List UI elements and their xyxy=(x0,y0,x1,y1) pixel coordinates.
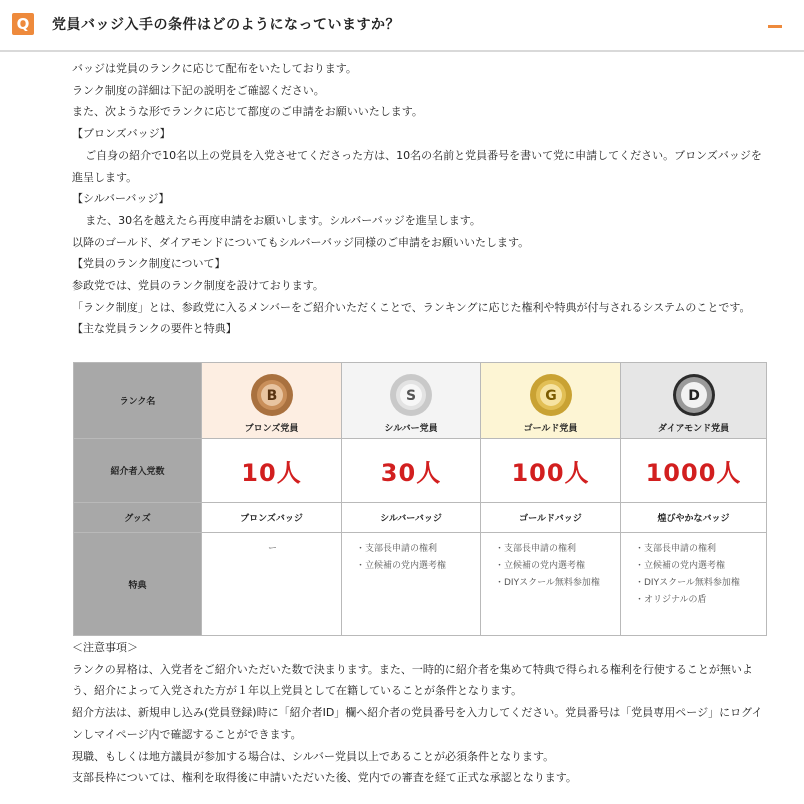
perks-bronze xyxy=(202,533,342,636)
row-label-rank: ランク名 xyxy=(74,363,202,439)
svg-text:G: G xyxy=(544,388,557,404)
referral-count-bronze: 10人 xyxy=(202,439,342,503)
bronze-medal-icon xyxy=(250,373,294,417)
perks-diamond xyxy=(621,533,767,636)
answer-paragraph: ご自身の紹介で10名以上の党員を入党させてくださった方は、10名の名前と党員番号を書いて党に申請してください。ブロンズバッジを進呈します。 xyxy=(72,148,762,184)
perk-item: ・支部長申請の権利 xyxy=(635,544,717,554)
question-badge: Q xyxy=(12,13,34,35)
perk-item: ・立候補の党内選考権 xyxy=(356,561,447,571)
svg-text:S: S xyxy=(405,388,417,404)
silver-medal-icon xyxy=(389,373,433,417)
answer-paragraph: また、次ような形でランクに応じて都度のご申請をお願いいたします。 xyxy=(72,105,423,119)
rank-cell-diamond xyxy=(621,363,767,439)
answer-paragraph: 参政党では、党員のランク制度を設けております。 xyxy=(72,279,324,293)
faq-question-title[interactable]: 党員バッジ入手の条件はどのようになっていますか？ xyxy=(52,17,400,33)
faq-answer-body xyxy=(72,58,772,340)
rank-name-gold: ゴールド党員 xyxy=(523,424,578,434)
perk-item: ・立候補の党内選考権 xyxy=(635,561,726,571)
notes-section xyxy=(72,637,772,789)
diamond-medal-icon xyxy=(672,373,716,417)
perk-item: ・オリジナルの盾 xyxy=(635,595,707,605)
note-paragraph: ランクの昇格は、入党者をご紹介いただいた数で決まります。また、一時的に紹介者を集めて特典で得られる権利を行使することが無いよう、紹介によって入党された方が１年以上党員として在籍していることが条件となります。 xyxy=(72,662,753,698)
referral-count-gold: 100人 xyxy=(481,439,621,503)
goods-diamond: 煌びやかなバッジ xyxy=(621,503,767,533)
perk-item: ・立候補の党内選考権 xyxy=(495,561,586,571)
answer-paragraph: バッジは党員のランクに応じて配布をいたしております。 xyxy=(72,62,357,75)
referral-count-diamond: 1000人 xyxy=(621,439,767,503)
row-label-referrals: 紹介者入党数 xyxy=(74,439,202,503)
referral-count-silver: 30人 xyxy=(342,439,481,503)
perks-silver xyxy=(342,533,481,636)
note-paragraph: 支部長枠については、権利を取得後に申請いただいた後、党内での審査を経て正式な承認となります。 xyxy=(72,771,577,785)
perk-item: ー xyxy=(267,544,277,554)
goods-bronze: ブロンズバッジ xyxy=(202,503,342,533)
row-label-perks: 特典 xyxy=(74,533,202,636)
goods-silver: シルバーバッジ xyxy=(342,503,481,533)
row-label-goods: グッズ xyxy=(74,503,202,533)
goods-gold: ゴールドバッジ xyxy=(481,503,621,533)
answer-paragraph: 以降のゴールド、ダイアモンドについてもシルバーバッジ同様のご申請をお願いいたします。 xyxy=(72,235,530,249)
perk-item: ・DIYスクール無料参加権 xyxy=(635,578,740,588)
perk-item: ・支部長申請の権利 xyxy=(495,544,577,554)
svg-text:D: D xyxy=(687,388,700,404)
perk-item: ・DIYスクール無料参加権 xyxy=(495,578,600,588)
table-row xyxy=(74,439,767,503)
section-heading-rank-system: 【党員のランク制度について】 xyxy=(72,257,226,271)
rank-name-bronze: ブロンズ党員 xyxy=(244,424,299,434)
rank-cell-bronze xyxy=(202,363,342,439)
table-row xyxy=(74,533,767,636)
rank-requirements-table xyxy=(73,362,767,636)
answer-paragraph: 「ランク制度」とは、参政党に入るメンバーをご紹介いただくことで、ランキングに応じた権利や特典が付与されるシステムのことです。 xyxy=(72,300,751,314)
note-paragraph: 現職、もしくは地方議員が参加する場合は、シルバー党員以上であることが必須条件となります。 xyxy=(72,749,555,763)
table-row xyxy=(74,503,767,533)
svg-text:B: B xyxy=(266,388,277,404)
section-heading-silver: 【シルバーバッジ】 xyxy=(72,192,170,206)
perks-gold xyxy=(481,533,621,636)
table-row xyxy=(74,363,767,439)
rank-name-diamond: ダイアモンド党員 xyxy=(657,424,730,434)
section-heading-rank-table: 【主な党員ランクの要件と特典】 xyxy=(72,322,237,336)
note-paragraph: 紹介方法は、新規申し込み(党員登録)時に「紹介者ID」欄へ紹介者の党員番号を入力してください。党員番号は「党員専用ページ」にログインしマイページ内で確認することができます。 xyxy=(72,706,763,741)
rank-name-silver: シルバー党員 xyxy=(384,424,438,434)
answer-paragraph: また、30名を越えたら再度申請をお願いします。シルバーバッジを進呈します。 xyxy=(85,213,481,227)
rank-cell-silver xyxy=(342,363,481,439)
section-heading-bronze: 【ブロンズバッジ】 xyxy=(72,127,171,141)
notes-heading: ＜注意事項＞ xyxy=(72,641,138,654)
minus-icon[interactable] xyxy=(768,25,782,28)
gold-medal-icon xyxy=(529,373,573,417)
perk-item: ・支部長申請の権利 xyxy=(356,544,438,554)
rank-cell-gold xyxy=(481,363,621,439)
faq-question-header[interactable] xyxy=(0,0,804,52)
answer-paragraph: ランク制度の詳細は下記の説明をご確認ください。 xyxy=(72,83,325,97)
